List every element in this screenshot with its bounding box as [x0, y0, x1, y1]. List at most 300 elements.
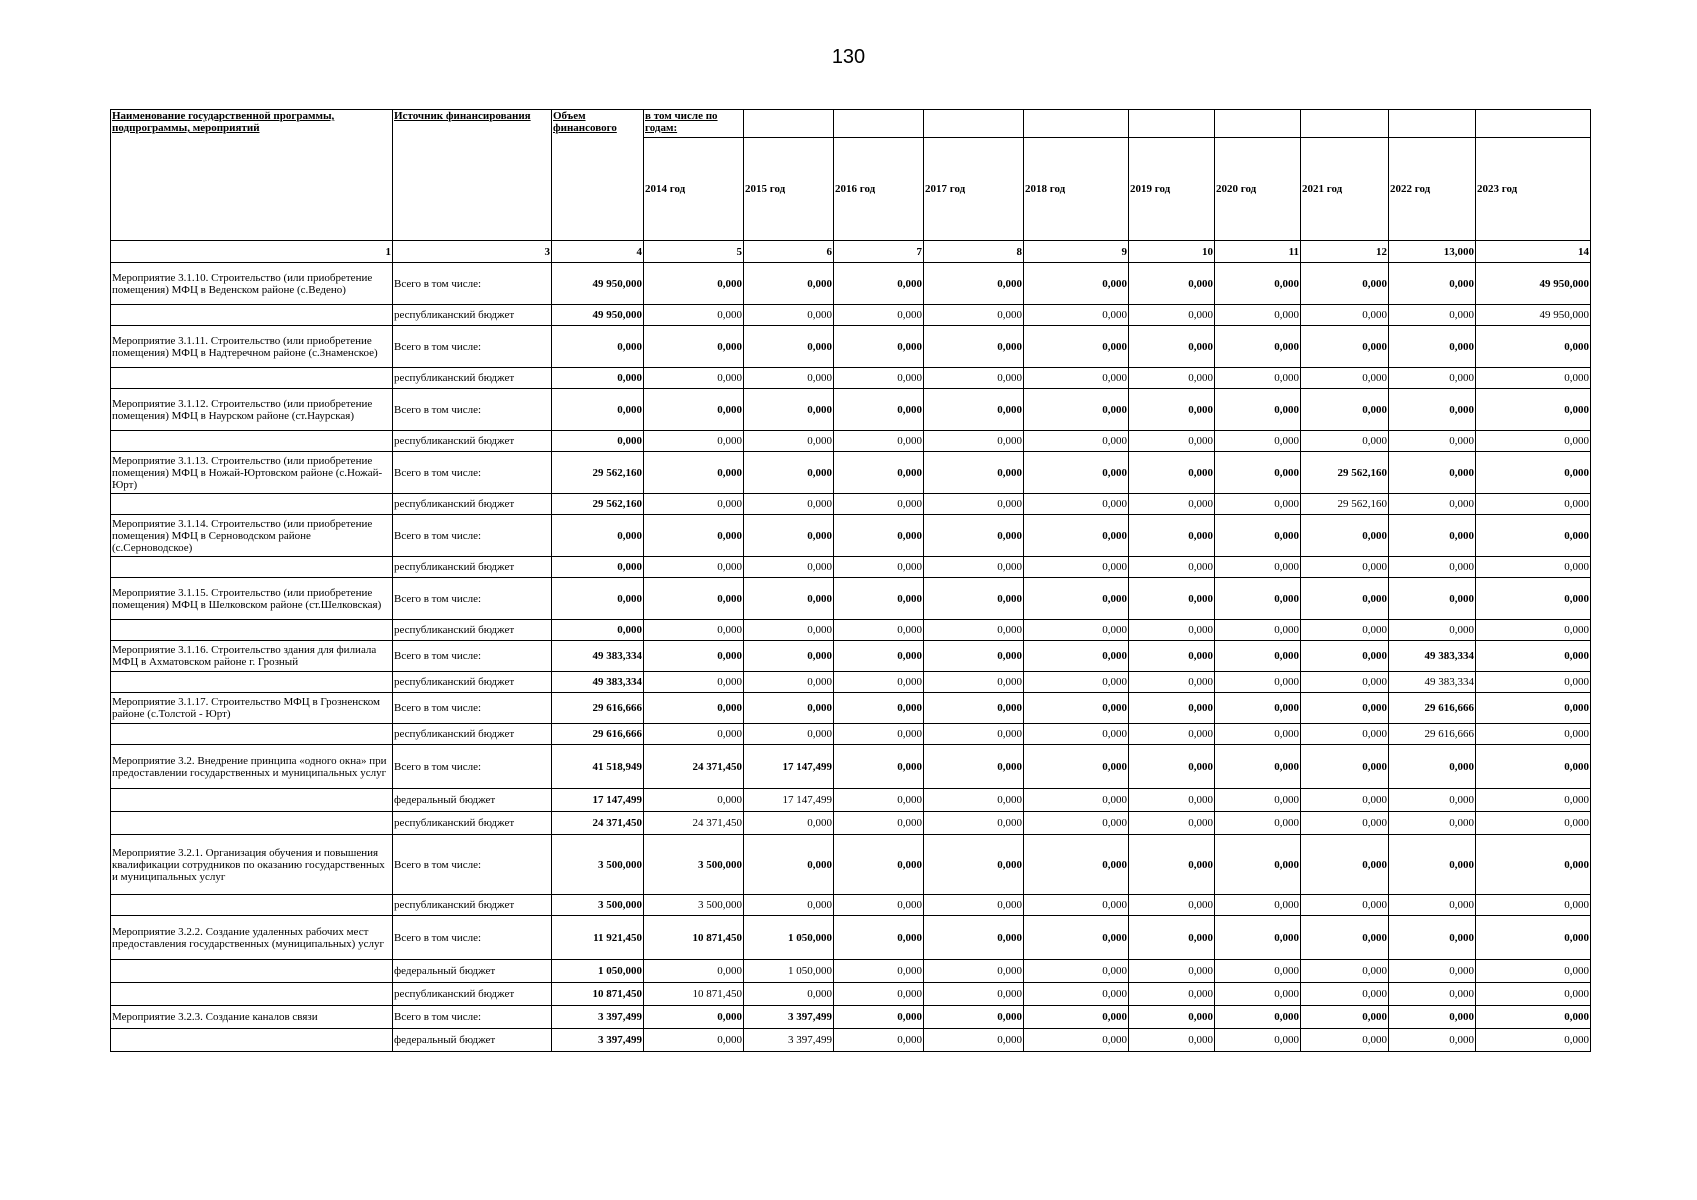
- year-value: 0,000: [1476, 693, 1591, 724]
- funding-source: Всего в том числе:: [393, 835, 552, 895]
- year-value: 0,000: [1129, 494, 1215, 515]
- table-row: [111, 452, 1591, 494]
- measure-name: Мероприятие 3.1.11. Строительство (или приобретение помещения) МФЦ в Надтеречном районе (с.Знаменское): [111, 326, 393, 368]
- year-value: 0,000: [1129, 305, 1215, 326]
- year-value: 0,000: [834, 916, 924, 960]
- year-value: 0,000: [1215, 389, 1301, 431]
- column-number: 8: [924, 241, 1024, 263]
- year-value: 0,000: [744, 389, 834, 431]
- total-volume: 0,000: [552, 620, 644, 641]
- total-volume: 10 871,450: [552, 983, 644, 1006]
- year-value: 0,000: [1129, 789, 1215, 812]
- table-row: [111, 389, 1591, 431]
- total-volume: 29 562,160: [552, 494, 644, 515]
- measure-name: [111, 789, 393, 812]
- year-value: 0,000: [924, 305, 1024, 326]
- year-value: 0,000: [1215, 452, 1301, 494]
- year-value: 17 147,499: [744, 789, 834, 812]
- year-value: 0,000: [744, 620, 834, 641]
- table-row: [111, 1029, 1591, 1052]
- year-value: 0,000: [744, 431, 834, 452]
- year-value: 49 950,000: [1476, 305, 1591, 326]
- year-header: 2022 год: [1389, 138, 1476, 241]
- total-volume: 0,000: [552, 326, 644, 368]
- funding-source: республиканский бюджет: [393, 812, 552, 835]
- year-value: 0,000: [1476, 1006, 1591, 1029]
- funding-source: Всего в том числе:: [393, 693, 552, 724]
- year-value: 0,000: [1129, 916, 1215, 960]
- year-value: 0,000: [1301, 1006, 1389, 1029]
- total-volume: 0,000: [552, 389, 644, 431]
- year-value: 0,000: [744, 452, 834, 494]
- year-value: 0,000: [1301, 916, 1389, 960]
- year-value: 0,000: [1476, 895, 1591, 916]
- year-header: 2015 год: [744, 138, 834, 241]
- year-value: 0,000: [1476, 835, 1591, 895]
- funding-source: республиканский бюджет: [393, 620, 552, 641]
- year-value: 0,000: [1024, 431, 1129, 452]
- table-row: [111, 812, 1591, 835]
- year-value: 0,000: [1024, 368, 1129, 389]
- header-volume: Объем финансового: [552, 110, 644, 241]
- year-value: 0,000: [834, 724, 924, 745]
- table-row: [111, 494, 1591, 515]
- year-value: 0,000: [1129, 672, 1215, 693]
- year-value: 0,000: [1024, 263, 1129, 305]
- year-value: 0,000: [1024, 515, 1129, 557]
- total-volume: 49 383,334: [552, 672, 644, 693]
- year-value: 0,000: [644, 578, 744, 620]
- year-value: 0,000: [924, 983, 1024, 1006]
- year-value: 0,000: [1215, 724, 1301, 745]
- total-volume: 0,000: [552, 515, 644, 557]
- year-value: 0,000: [1389, 895, 1476, 916]
- funding-source: республиканский бюджет: [393, 672, 552, 693]
- funding-source: федеральный бюджет: [393, 960, 552, 983]
- year-value: 0,000: [1215, 672, 1301, 693]
- table-row: [111, 263, 1591, 305]
- year-value: 0,000: [924, 431, 1024, 452]
- funding-source: республиканский бюджет: [393, 305, 552, 326]
- year-value: 0,000: [1129, 515, 1215, 557]
- year-value: 0,000: [1215, 895, 1301, 916]
- year-value: 0,000: [924, 515, 1024, 557]
- table-row: [111, 916, 1591, 960]
- year-value: 0,000: [1476, 389, 1591, 431]
- table-row: [111, 960, 1591, 983]
- table-row: [111, 431, 1591, 452]
- year-value: 0,000: [1024, 326, 1129, 368]
- year-value: 0,000: [744, 693, 834, 724]
- table-row: [111, 789, 1591, 812]
- year-value: 0,000: [744, 835, 834, 895]
- year-value: 0,000: [644, 557, 744, 578]
- year-value: 0,000: [834, 515, 924, 557]
- table-row: [111, 1006, 1591, 1029]
- year-value: 0,000: [924, 620, 1024, 641]
- header-row: [111, 110, 1591, 138]
- year-value: 0,000: [1129, 724, 1215, 745]
- year-value: 0,000: [924, 368, 1024, 389]
- total-volume: 1 050,000: [552, 960, 644, 983]
- year-value: 0,000: [644, 452, 744, 494]
- year-value: 0,000: [1301, 557, 1389, 578]
- year-value: 0,000: [1129, 1006, 1215, 1029]
- year-value: 49 383,334: [1389, 641, 1476, 672]
- year-value: 0,000: [924, 895, 1024, 916]
- year-value: 0,000: [744, 672, 834, 693]
- year-value: 0,000: [744, 326, 834, 368]
- year-value: 0,000: [1389, 263, 1476, 305]
- year-value: 0,000: [1476, 916, 1591, 960]
- year-value: 0,000: [1301, 368, 1389, 389]
- year-header: 2020 год: [1215, 138, 1301, 241]
- year-value: 0,000: [1476, 960, 1591, 983]
- measure-name: [111, 305, 393, 326]
- year-value: 0,000: [1301, 326, 1389, 368]
- year-value: 0,000: [1301, 724, 1389, 745]
- year-value: 0,000: [1215, 1006, 1301, 1029]
- year-value: 0,000: [1024, 452, 1129, 494]
- column-number: 5: [644, 241, 744, 263]
- year-value: 0,000: [1389, 745, 1476, 789]
- year-value: 0,000: [1024, 724, 1129, 745]
- measure-name: [111, 983, 393, 1006]
- measure-name: Мероприятие 3.1.14. Строительство (или приобретение помещения) МФЦ в Серноводском районе (с.Серноводское): [111, 515, 393, 557]
- year-value: 0,000: [1024, 305, 1129, 326]
- year-value: 24 371,450: [644, 812, 744, 835]
- year-value: 0,000: [744, 724, 834, 745]
- year-value: 0,000: [1389, 960, 1476, 983]
- year-value: 0,000: [1215, 326, 1301, 368]
- year-value: 0,000: [1389, 326, 1476, 368]
- year-value: 0,000: [1215, 789, 1301, 812]
- column-number: 14: [1476, 241, 1591, 263]
- year-value: 0,000: [1476, 452, 1591, 494]
- year-value: 0,000: [1301, 389, 1389, 431]
- table-row: [111, 693, 1591, 724]
- year-value: 0,000: [1129, 557, 1215, 578]
- year-value: 0,000: [1389, 789, 1476, 812]
- table-row: [111, 724, 1591, 745]
- total-volume: 17 147,499: [552, 789, 644, 812]
- year-value: 0,000: [1215, 812, 1301, 835]
- measure-name: [111, 557, 393, 578]
- total-volume: 3 500,000: [552, 895, 644, 916]
- year-value: 0,000: [1215, 620, 1301, 641]
- year-value: 0,000: [644, 693, 744, 724]
- year-value: 0,000: [744, 812, 834, 835]
- year-value: 0,000: [924, 789, 1024, 812]
- total-volume: 49 383,334: [552, 641, 644, 672]
- year-value: 0,000: [1389, 494, 1476, 515]
- year-value: 0,000: [834, 431, 924, 452]
- total-volume: 49 950,000: [552, 263, 644, 305]
- funding-source: республиканский бюджет: [393, 983, 552, 1006]
- year-value: 0,000: [1024, 1029, 1129, 1052]
- year-value: 0,000: [1215, 431, 1301, 452]
- measure-name: [111, 960, 393, 983]
- year-value: 0,000: [1024, 1006, 1129, 1029]
- year-value: 0,000: [1215, 693, 1301, 724]
- year-value: 0,000: [924, 835, 1024, 895]
- year-value: 0,000: [644, 620, 744, 641]
- measure-name: Мероприятие 3.1.15. Строительство (или приобретение помещения) МФЦ в Шелковском районе (ст.Шелковская): [111, 578, 393, 620]
- year-value: 0,000: [1301, 789, 1389, 812]
- year-value: 0,000: [1301, 515, 1389, 557]
- table-row: [111, 745, 1591, 789]
- header-by-years: в том числе по годам:: [644, 110, 744, 138]
- year-value: 0,000: [1129, 326, 1215, 368]
- header-name: Наименование государственной программы, подпрограммы, мероприятий: [111, 110, 393, 241]
- measure-name: Мероприятие 3.2.3. Создание каналов связи: [111, 1006, 393, 1029]
- table-body: [111, 263, 1591, 1052]
- year-value: 0,000: [744, 515, 834, 557]
- column-number: 7: [834, 241, 924, 263]
- year-value: 0,000: [644, 368, 744, 389]
- year-value: 0,000: [744, 557, 834, 578]
- total-volume: 3 397,499: [552, 1029, 644, 1052]
- measure-name: Мероприятие 3.1.10. Строительство (или приобретение помещения) МФЦ в Веденском районе (с.Ведено): [111, 263, 393, 305]
- year-value: 0,000: [924, 452, 1024, 494]
- header-source: Источник финансирования: [393, 110, 552, 241]
- year-value: 0,000: [1215, 515, 1301, 557]
- year-value: 0,000: [644, 672, 744, 693]
- year-value: 0,000: [1129, 368, 1215, 389]
- year-value: 0,000: [644, 515, 744, 557]
- year-value: 0,000: [1024, 789, 1129, 812]
- year-value: 0,000: [644, 389, 744, 431]
- year-value: 0,000: [1389, 812, 1476, 835]
- year-value: 0,000: [644, 724, 744, 745]
- year-value: 0,000: [1129, 578, 1215, 620]
- year-value: 0,000: [834, 745, 924, 789]
- funding-source: Всего в том числе:: [393, 263, 552, 305]
- column-number: 11: [1215, 241, 1301, 263]
- year-value: 0,000: [1129, 263, 1215, 305]
- measure-name: Мероприятие 3.2.1. Организация обучения и повышения квалификации сотрудников по оказанию государственных и муниципальных услуг: [111, 835, 393, 895]
- year-value: 0,000: [1476, 672, 1591, 693]
- year-value: 0,000: [1476, 724, 1591, 745]
- year-value: 0,000: [834, 1029, 924, 1052]
- year-value: 3 500,000: [644, 895, 744, 916]
- year-value: 0,000: [924, 389, 1024, 431]
- funding-source: республиканский бюджет: [393, 557, 552, 578]
- year-value: 0,000: [834, 693, 924, 724]
- year-value: 0,000: [644, 431, 744, 452]
- year-value: 0,000: [1129, 452, 1215, 494]
- year-value: 29 616,666: [1389, 693, 1476, 724]
- year-value: 0,000: [1389, 578, 1476, 620]
- year-value: 0,000: [1476, 1029, 1591, 1052]
- year-value: 0,000: [924, 916, 1024, 960]
- year-value: 0,000: [1301, 578, 1389, 620]
- table-row: [111, 326, 1591, 368]
- funding-source: Всего в том числе:: [393, 389, 552, 431]
- year-value: 0,000: [924, 745, 1024, 789]
- funding-source: Всего в том числе:: [393, 326, 552, 368]
- year-value: 0,000: [1129, 1029, 1215, 1052]
- year-value: 0,000: [1389, 1029, 1476, 1052]
- year-value: 0,000: [1024, 389, 1129, 431]
- year-value: 0,000: [1476, 431, 1591, 452]
- year-value: 0,000: [1024, 620, 1129, 641]
- year-value: 29 562,160: [1301, 452, 1389, 494]
- table-row: [111, 672, 1591, 693]
- measure-name: Мероприятие 3.1.16. Строительство здания для филиала МФЦ в Ахматовском районе г. Грозный: [111, 641, 393, 672]
- year-value: 0,000: [1476, 368, 1591, 389]
- year-value: 0,000: [1024, 983, 1129, 1006]
- table-row: [111, 620, 1591, 641]
- year-value: 3 397,499: [744, 1006, 834, 1029]
- year-value: 0,000: [1301, 1029, 1389, 1052]
- year-value: 0,000: [1476, 983, 1591, 1006]
- year-value: 0,000: [1129, 812, 1215, 835]
- measure-name: [111, 494, 393, 515]
- year-header: 2018 год: [1024, 138, 1129, 241]
- table-row: [111, 983, 1591, 1006]
- year-value: 0,000: [924, 578, 1024, 620]
- year-value: 0,000: [644, 641, 744, 672]
- year-value: 0,000: [834, 812, 924, 835]
- column-number: 13,000: [1389, 241, 1476, 263]
- year-header: 2019 год: [1129, 138, 1215, 241]
- funding-source: Всего в том числе:: [393, 1006, 552, 1029]
- year-value: 0,000: [1129, 835, 1215, 895]
- funding-source: федеральный бюджет: [393, 789, 552, 812]
- column-number: 1: [111, 241, 393, 263]
- year-value: 0,000: [924, 557, 1024, 578]
- total-volume: 24 371,450: [552, 812, 644, 835]
- year-value: 0,000: [834, 789, 924, 812]
- year-value: 0,000: [1301, 960, 1389, 983]
- year-value: 0,000: [834, 452, 924, 494]
- column-number: 6: [744, 241, 834, 263]
- year-value: 0,000: [744, 305, 834, 326]
- table-row: [111, 578, 1591, 620]
- year-value: 0,000: [1301, 305, 1389, 326]
- year-value: 0,000: [1476, 515, 1591, 557]
- table-row: [111, 305, 1591, 326]
- year-value: 0,000: [1301, 745, 1389, 789]
- table-row: [111, 641, 1591, 672]
- year-value: 3 397,499: [744, 1029, 834, 1052]
- year-value: 0,000: [1389, 515, 1476, 557]
- year-value: 0,000: [834, 389, 924, 431]
- year-value: 49 383,334: [1389, 672, 1476, 693]
- funding-source: Всего в том числе:: [393, 515, 552, 557]
- year-value: 1 050,000: [744, 916, 834, 960]
- year-value: 0,000: [1215, 745, 1301, 789]
- year-value: 0,000: [1389, 1006, 1476, 1029]
- table-row: [111, 557, 1591, 578]
- year-value: 0,000: [1129, 983, 1215, 1006]
- year-value: 0,000: [924, 812, 1024, 835]
- column-number: 3: [393, 241, 552, 263]
- year-value: 0,000: [1301, 983, 1389, 1006]
- year-value: 0,000: [1129, 389, 1215, 431]
- year-value: 0,000: [1301, 431, 1389, 452]
- year-value: 0,000: [1024, 672, 1129, 693]
- year-value: 0,000: [1215, 368, 1301, 389]
- measure-name: [111, 431, 393, 452]
- total-volume: 0,000: [552, 578, 644, 620]
- year-value: 0,000: [1024, 895, 1129, 916]
- total-volume: 49 950,000: [552, 305, 644, 326]
- year-header: 2017 год: [924, 138, 1024, 241]
- year-value: 10 871,450: [644, 983, 744, 1006]
- year-value: 0,000: [1024, 557, 1129, 578]
- year-value: 0,000: [924, 672, 1024, 693]
- year-value: 0,000: [1129, 620, 1215, 641]
- year-value: 29 562,160: [1301, 494, 1389, 515]
- funding-source: Всего в том числе:: [393, 916, 552, 960]
- measure-name: Мероприятие 3.2.2. Создание удаленных рабочих мест предоставления государственных (муниципальных) услуг: [111, 916, 393, 960]
- year-header: 2014 год: [644, 138, 744, 241]
- year-value: 0,000: [1215, 916, 1301, 960]
- year-value: 0,000: [644, 494, 744, 515]
- year-value: 0,000: [924, 326, 1024, 368]
- table-row: [111, 835, 1591, 895]
- total-volume: 0,000: [552, 431, 644, 452]
- year-value: 49 950,000: [1476, 263, 1591, 305]
- year-value: 0,000: [1476, 641, 1591, 672]
- total-volume: 3 397,499: [552, 1006, 644, 1029]
- year-value: 0,000: [1476, 745, 1591, 789]
- year-value: 0,000: [1476, 494, 1591, 515]
- year-value: 0,000: [1215, 641, 1301, 672]
- year-value: 0,000: [1476, 326, 1591, 368]
- year-value: 17 147,499: [744, 745, 834, 789]
- year-value: 0,000: [1024, 693, 1129, 724]
- measure-name: [111, 620, 393, 641]
- year-value: 0,000: [834, 641, 924, 672]
- year-value: 24 371,450: [644, 745, 744, 789]
- measure-name: [111, 895, 393, 916]
- measure-name: Мероприятие 3.1.12. Строительство (или приобретение помещения) МФЦ в Наурском районе (ст.Наурская): [111, 389, 393, 431]
- year-value: 0,000: [1389, 557, 1476, 578]
- year-value: 0,000: [1129, 641, 1215, 672]
- year-value: 0,000: [834, 672, 924, 693]
- year-value: 0,000: [644, 1006, 744, 1029]
- year-value: 0,000: [1301, 693, 1389, 724]
- funding-source: Всего в том числе:: [393, 452, 552, 494]
- year-value: 0,000: [834, 557, 924, 578]
- year-value: 0,000: [1215, 1029, 1301, 1052]
- year-value: 0,000: [1024, 835, 1129, 895]
- year-value: 0,000: [924, 724, 1024, 745]
- table-row: [111, 368, 1591, 389]
- table-row: [111, 895, 1591, 916]
- budget-table: [110, 109, 1591, 1052]
- year-value: 0,000: [1476, 812, 1591, 835]
- total-volume: 29 616,666: [552, 693, 644, 724]
- measure-name: [111, 672, 393, 693]
- year-value: 0,000: [644, 326, 744, 368]
- year-value: 10 871,450: [644, 916, 744, 960]
- year-value: 0,000: [834, 368, 924, 389]
- year-value: 0,000: [1129, 431, 1215, 452]
- year-value: 0,000: [1301, 263, 1389, 305]
- year-value: 0,000: [1389, 835, 1476, 895]
- year-value: 0,000: [1129, 693, 1215, 724]
- year-value: 0,000: [1024, 960, 1129, 983]
- year-value: 0,000: [744, 983, 834, 1006]
- year-value: 0,000: [834, 305, 924, 326]
- column-number: 12: [1301, 241, 1389, 263]
- column-number: 10: [1129, 241, 1215, 263]
- year-value: 0,000: [1301, 835, 1389, 895]
